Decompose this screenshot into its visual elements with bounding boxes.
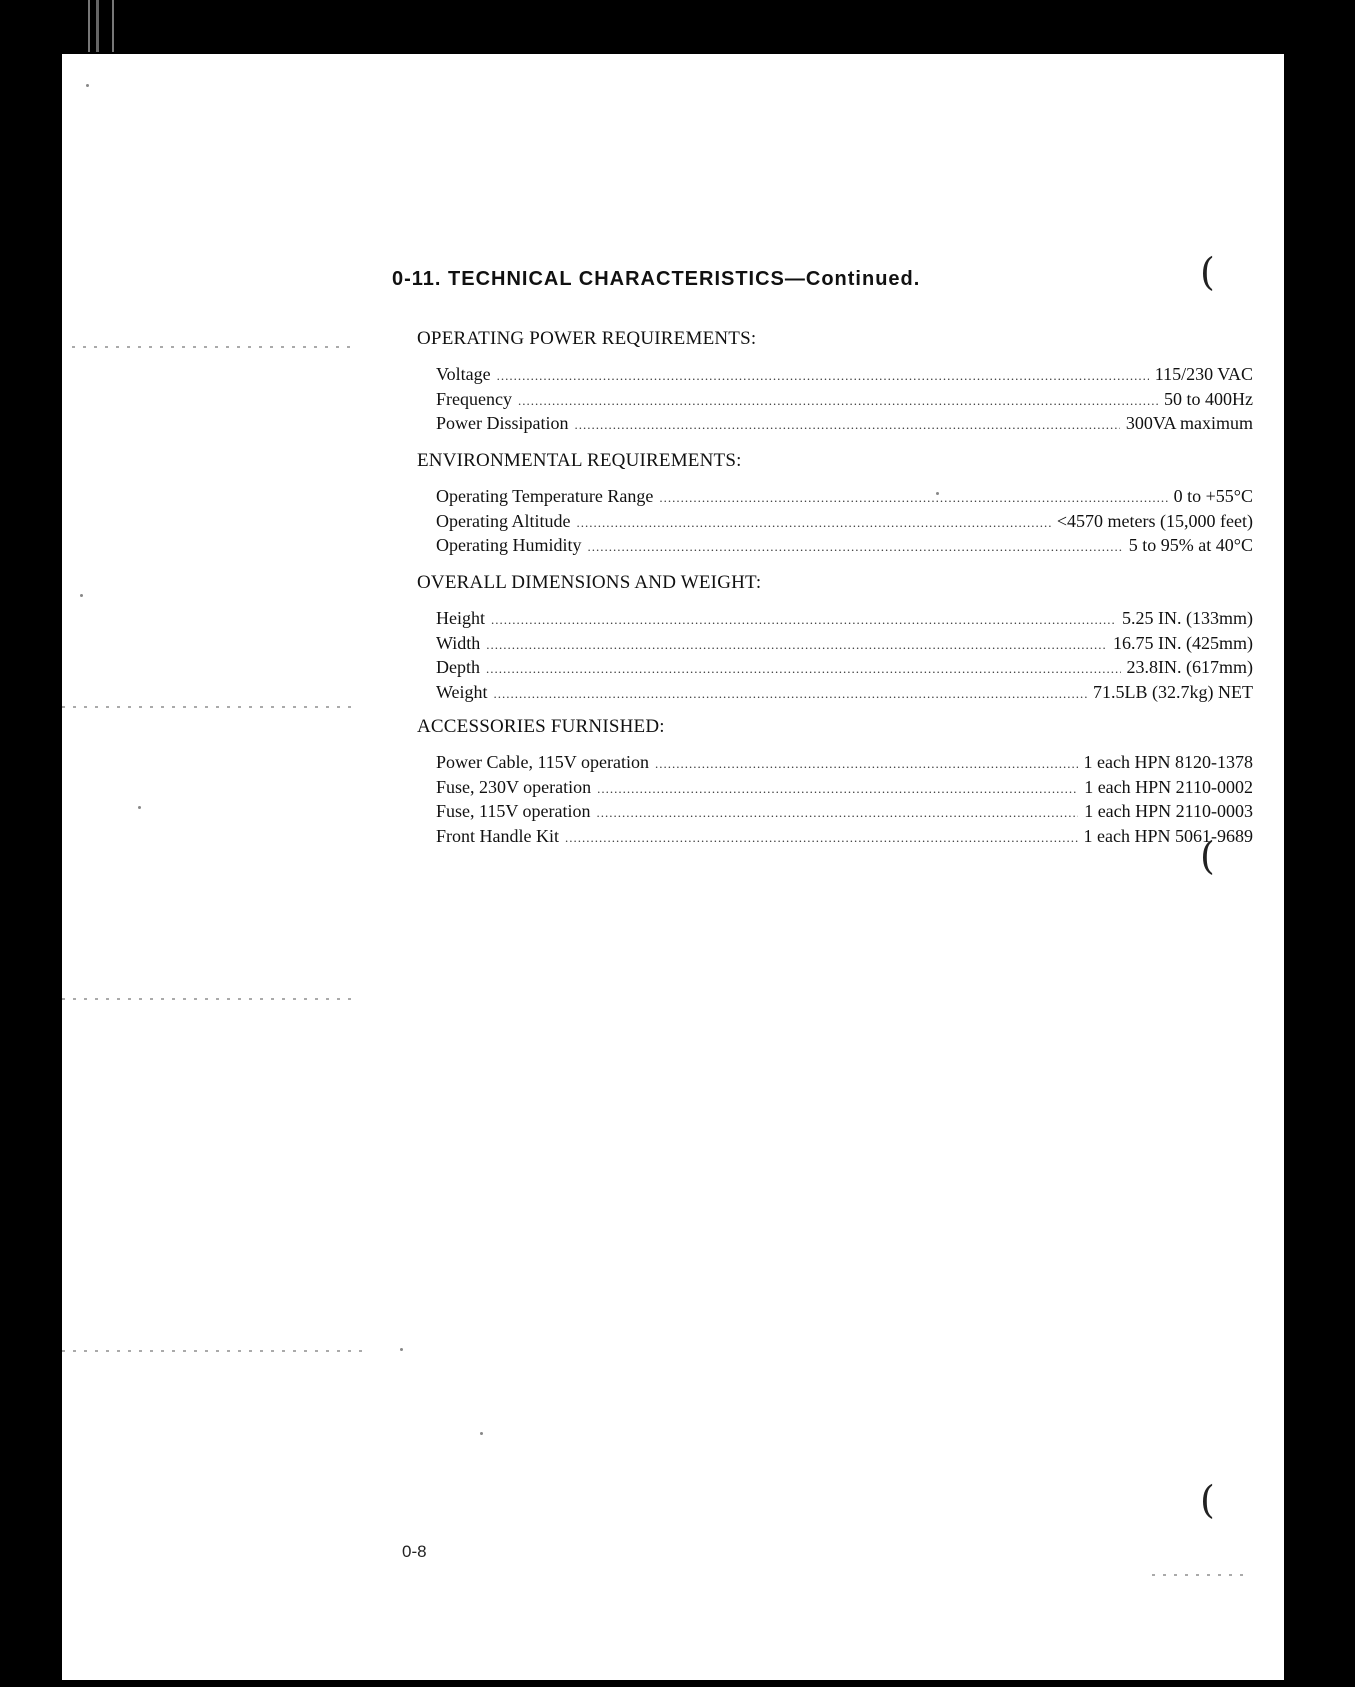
section-accessories [417, 716, 1253, 850]
spec-value: 16.75 IN. (425mm) [1113, 632, 1253, 653]
dot-leader [497, 368, 1149, 384]
spec-value: 115/230 VAC [1154, 364, 1253, 384]
section-title: OPERATING POWER REQUIREMENTS: [417, 328, 757, 349]
spec-value: 1 each HPN 5061-9689 [1083, 825, 1253, 846]
scan-artifact-mark [88, 0, 114, 52]
spec-row [436, 608, 1253, 633]
binder-hole-mark: ( [1200, 250, 1215, 294]
spec-label: Operating Humidity [436, 535, 582, 555]
spec-row [436, 752, 1253, 777]
spec-value: 5.25 IN. (133mm) [1122, 608, 1253, 628]
section-operating-power [417, 328, 1253, 438]
scan-speck [86, 84, 89, 87]
scan-speck [138, 806, 141, 809]
dot-leader [575, 417, 1120, 433]
dot-leader [565, 830, 1078, 846]
spec-value: 1 each HPN 8120-1378 [1083, 752, 1253, 772]
spec-value: 23.8IN. (617mm) [1126, 657, 1253, 677]
spec-label: Voltage [436, 364, 491, 384]
spec-label: Operating Altitude [436, 510, 571, 531]
page-number: 0-8 [402, 1542, 427, 1561]
scan-noise [62, 998, 352, 1000]
scan-speck [400, 1348, 403, 1351]
scan-border-left [0, 0, 62, 1687]
binder-hole-mark: ( [1200, 1478, 1215, 1522]
dot-leader [597, 781, 1078, 797]
binder-hole-mark: ( [1200, 834, 1215, 878]
spec-label: Operating Temperature Range [436, 486, 654, 506]
spec-label: Power Cable, 115V operation [436, 752, 649, 772]
spec-row [436, 826, 1253, 851]
scan-noise [72, 346, 352, 348]
dot-leader [494, 686, 1087, 702]
scan-speck [480, 1432, 483, 1435]
section-title: ENVIRONMENTAL REQUIREMENTS: [417, 450, 742, 471]
section-heading: 0-11. TECHNICAL CHARACTERISTICS—Continued. [392, 268, 921, 290]
spec-row [436, 413, 1253, 438]
spec-row [436, 511, 1253, 536]
dot-leader [659, 490, 1167, 506]
spec-row [436, 801, 1253, 826]
spec-value: <4570 meters (15,000 feet) [1056, 510, 1253, 531]
spec-label: Width [436, 632, 481, 653]
spec-row [436, 777, 1253, 802]
spec-row [436, 633, 1253, 658]
spec-row [436, 389, 1253, 414]
scan-noise [62, 1350, 362, 1352]
dot-leader [576, 515, 1050, 531]
spec-value: 1 each HPN 2110-0003 [1084, 801, 1253, 821]
scan-noise [1152, 1574, 1248, 1576]
dot-leader [486, 637, 1107, 653]
spec-value: 5 to 95% at 40°C [1128, 535, 1253, 555]
dot-leader [587, 539, 1122, 555]
spec-row [436, 535, 1253, 560]
document-page [62, 54, 1284, 1680]
spec-row [436, 486, 1253, 511]
section-title: OVERALL DIMENSIONS AND WEIGHT: [417, 572, 762, 593]
spec-row [436, 364, 1253, 389]
spec-label: Depth [436, 657, 480, 677]
scan-speck [80, 594, 83, 597]
section-title: ACCESSORIES FURNISHED: [417, 716, 665, 737]
spec-label: Power Dissipation [436, 413, 569, 433]
spec-label: Fuse, 230V operation [436, 776, 592, 797]
spec-label: Height [436, 608, 485, 628]
section-environmental [417, 450, 1253, 560]
section-dimensions-weight [417, 572, 1253, 706]
dot-leader [655, 756, 1078, 772]
spec-value: 0 to +55°C [1173, 486, 1253, 506]
spec-value: 1 each HPN 2110-0002 [1084, 776, 1253, 797]
spec-value: 71.5LB (32.7kg) NET [1093, 681, 1253, 702]
spec-row [436, 657, 1253, 682]
spec-value: 50 to 400Hz [1164, 388, 1253, 409]
spec-row [436, 682, 1253, 707]
dot-leader [486, 661, 1121, 677]
spec-label: Frequency [436, 388, 512, 409]
spec-label: Weight [436, 681, 488, 702]
scan-speck [936, 492, 939, 495]
scan-noise [62, 706, 352, 708]
spec-label: Front Handle Kit [436, 825, 559, 846]
spec-label: Fuse, 115V operation [436, 801, 591, 821]
dot-leader [491, 612, 1116, 628]
spec-value: 300VA maximum [1125, 413, 1253, 433]
dot-leader [597, 805, 1079, 821]
dot-leader [518, 393, 1158, 409]
